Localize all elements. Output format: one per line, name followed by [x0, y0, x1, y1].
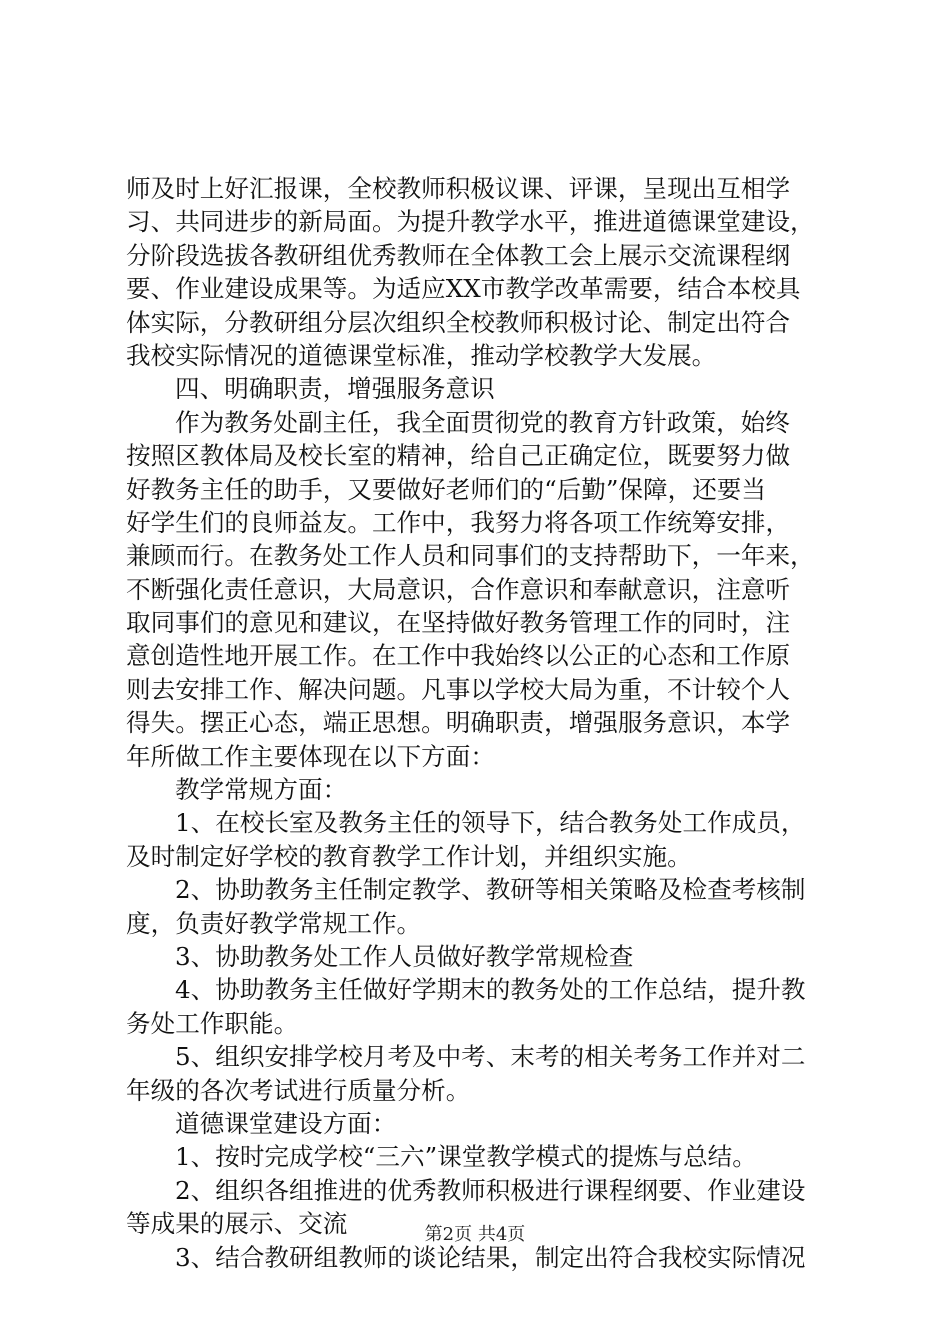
text-line: 年级的各次考试进行质量分析。 — [126, 1075, 471, 1105]
text-line: 体实际，分教研组分层次组织全校教师积极讨论、制定出符合 — [126, 307, 791, 337]
text-line: 习、共同进步的新局面。为提升教学水平，推进道德课堂建设， — [126, 207, 815, 237]
text-line: 兼顾而行。在教务处工作人员和同事们的支持帮助下，一年来， — [126, 541, 815, 571]
text-line: 好学生们的良师益友。工作中，我努力将各项工作统筹安排， — [126, 507, 791, 537]
text-line: 及时制定好学校的教育教学工作计划，并组织实施。 — [126, 841, 692, 871]
text-line: 按照区教体局及校长室的精神，给自己正确定位，既要努力做 — [126, 441, 791, 471]
text-line: 2、协助教务主任制定教学、教研等相关策略及检查考核制 — [175, 875, 806, 905]
page-footer: 第2页 共4页 — [424, 1224, 526, 1245]
text-line: 教学常规方面： — [175, 775, 348, 805]
text-line: 等成果的展示、交流 — [126, 1209, 348, 1239]
text-line: 作为教务处副主任，我全面贯彻党的教育方针政策，始终 — [175, 407, 790, 437]
text-line: 要、作业建设成果等。为适应XX市教学改革需要，结合本校具 — [126, 274, 801, 304]
text-line: 4、协助教务主任做好学期末的教务处的工作总结，提升教 — [175, 975, 806, 1005]
text-line: 务处工作职能。 — [126, 1008, 299, 1038]
text-line: 分阶段选拔各教研组优秀教师在全体教工会上展示交流课程纲 — [126, 240, 791, 270]
text-line: 我校实际情况的道德课堂标准，推动学校教学大发展。 — [126, 340, 717, 370]
text-line: 1、按时完成学校“三六”课堂教学模式的提炼与总结。 — [175, 1142, 757, 1172]
text-line: 度，负责好教学常规工作。 — [126, 908, 422, 938]
body-text — [126, 172, 836, 1274]
text-line: 年所做工作主要体现在以下方面： — [126, 741, 495, 771]
text-line: 得失。摆正心态，端正思想。明确职责，增强服务意识，本学 — [126, 708, 791, 738]
text-line: 3、结合教研组教师的谈论结果，制定出符合我校实际情况 — [175, 1242, 806, 1272]
text-line: 好教务主任的助手，又要做好老师们的“后勤”保障，还要当 — [126, 474, 766, 504]
text-line: 师及时上好汇报课，全校教师积极议课、评课，呈现出互相学 — [126, 174, 791, 203]
text-line: 道德课堂建设方面： — [175, 1108, 397, 1138]
text-line: 取同事们的意见和建议，在坚持做好教务管理工作的同时，注 — [126, 608, 791, 638]
text-line: 1、在校长室及教务主任的领导下，结合教务处工作成员， — [175, 808, 806, 838]
text-line: 5、组织安排学校月考及中考、末考的相关考务工作并对二 — [175, 1042, 806, 1072]
text-line: 则去安排工作、解决问题。凡事以学校大局为重，不计较个人 — [126, 674, 791, 704]
text-line: 四、明确职责，增强服务意识 — [175, 374, 495, 404]
text-line: 不断强化责任意识，大局意识，合作意识和奉献意识，注意听 — [126, 574, 791, 604]
text-line: 意创造性地开展工作。在工作中我始终以公正的心态和工作原 — [126, 641, 791, 671]
text-line: 2、组织各组推进的优秀教师积极进行课程纲要、作业建设 — [175, 1175, 806, 1205]
text-line: 3、协助教务处工作人员做好教学常规检查 — [175, 941, 634, 971]
